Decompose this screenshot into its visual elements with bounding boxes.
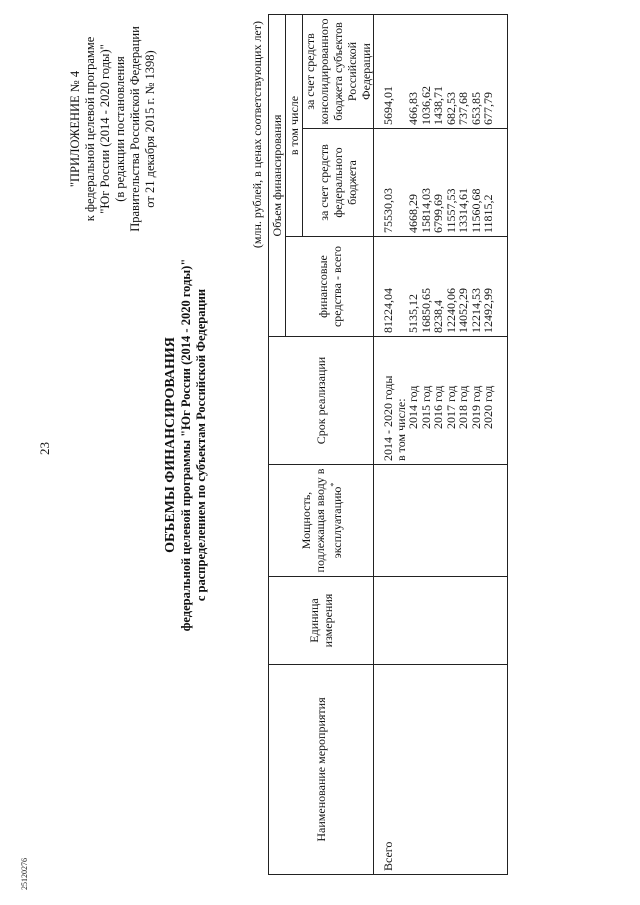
row-name-total: Всего <box>382 665 495 875</box>
federal-value: 11815,2 <box>481 194 495 233</box>
period-line: 2019 год <box>468 385 483 429</box>
period-line: 2020 год <box>481 385 495 429</box>
total-value: 14052,29 <box>456 288 470 333</box>
rotated-page-content <box>60 15 640 875</box>
total-value: 5135,12 <box>406 294 420 333</box>
header-period: Срок реализации <box>269 337 374 465</box>
period-line: 2017 год <box>443 385 458 429</box>
footnote-mark: * <box>328 482 338 487</box>
period-line: в том числе: <box>393 398 408 461</box>
financing-table <box>268 14 508 875</box>
appendix-line: (в редакции постановления <box>113 56 127 202</box>
regional-value: 1438,71 <box>431 86 445 125</box>
header-regional-budget: за счет средств консолидированного бюджета субъектов Российской Федерации <box>303 14 374 128</box>
total-value: 12214,53 <box>468 288 483 333</box>
header-event-name: Наименование мероприятия <box>269 665 374 875</box>
total-value: 81224,04 <box>381 288 395 333</box>
federal-value: 4668,29 <box>406 194 420 233</box>
title-main: ОБЪЕМЫ ФИНАНСИРОВАНИЯ <box>163 337 178 553</box>
regional-values-cell <box>382 14 495 128</box>
federal-value: 6799,69 <box>431 194 445 233</box>
federal-values-cell <box>382 129 495 237</box>
document-title <box>162 15 209 875</box>
federal-value: 75530,03 <box>381 188 395 233</box>
regional-value: 677,79 <box>481 92 495 125</box>
federal-value: 11560,68 <box>468 188 483 233</box>
document-code: 25120276 <box>20 858 29 890</box>
regional-value: 1036,62 <box>418 86 433 125</box>
total-value: 12240,06 <box>443 288 458 333</box>
period-cell <box>382 337 495 465</box>
federal-value: 11557,53 <box>443 188 458 233</box>
regional-value: 466,83 <box>406 92 420 125</box>
total-value: 16850,65 <box>418 288 433 333</box>
header-federal-budget: за счет средств федерального бюджета <box>303 129 374 237</box>
appendix-line: к федеральной целевой программе <box>83 36 97 222</box>
units-note: (млн. рублей, в ценах соответствующих лет) <box>250 21 264 249</box>
period-line: 2014 год <box>406 385 420 429</box>
regional-value: 653,85 <box>468 92 483 125</box>
total-value: 8238,4 <box>431 300 445 333</box>
page-number: 23 <box>37 442 52 455</box>
header-total-funds: финансовые средства - всего <box>286 237 374 337</box>
header-unit: Единица измерения <box>269 577 374 665</box>
appendix-line: "Юг России (2014 - 2020 годы)" <box>98 44 112 214</box>
header-capacity <box>269 465 374 577</box>
appendix-line: "ПРИЛОЖЕНИЕ № 4 <box>68 70 82 188</box>
title-distribution: с распределением по субъектам Российской Федерации <box>194 288 208 602</box>
period-line: 2015 год <box>418 385 433 429</box>
period-line: 2018 год <box>456 385 470 429</box>
header-capacity-text: Мощность, подлежащая вводу в эксплуатацию <box>298 468 344 573</box>
period-line: 2014 - 2020 годы <box>381 375 395 461</box>
regional-value: 737,68 <box>456 92 470 125</box>
appendix-line: Правительства Российской Федерации <box>128 26 142 232</box>
period-line: 2016 год <box>431 385 445 429</box>
federal-value: 15814,03 <box>418 188 433 233</box>
header-including: в том числе <box>286 14 303 236</box>
total-value: 12492,99 <box>481 288 495 333</box>
title-program: федеральной целевой программы "Юг России (2014 - 2020 годы)" <box>179 258 193 632</box>
federal-value: 13314,61 <box>456 188 470 233</box>
regional-value: 682,53 <box>443 92 458 125</box>
appendix-line: от 21 декабря 2015 г. № 1398) <box>143 50 157 208</box>
header-funding-volume: Объем финансирования <box>269 14 286 336</box>
table-row-total <box>382 14 495 874</box>
appendix-note <box>68 15 158 243</box>
total-values-cell <box>382 237 495 337</box>
regional-value: 5694,01 <box>381 86 395 125</box>
